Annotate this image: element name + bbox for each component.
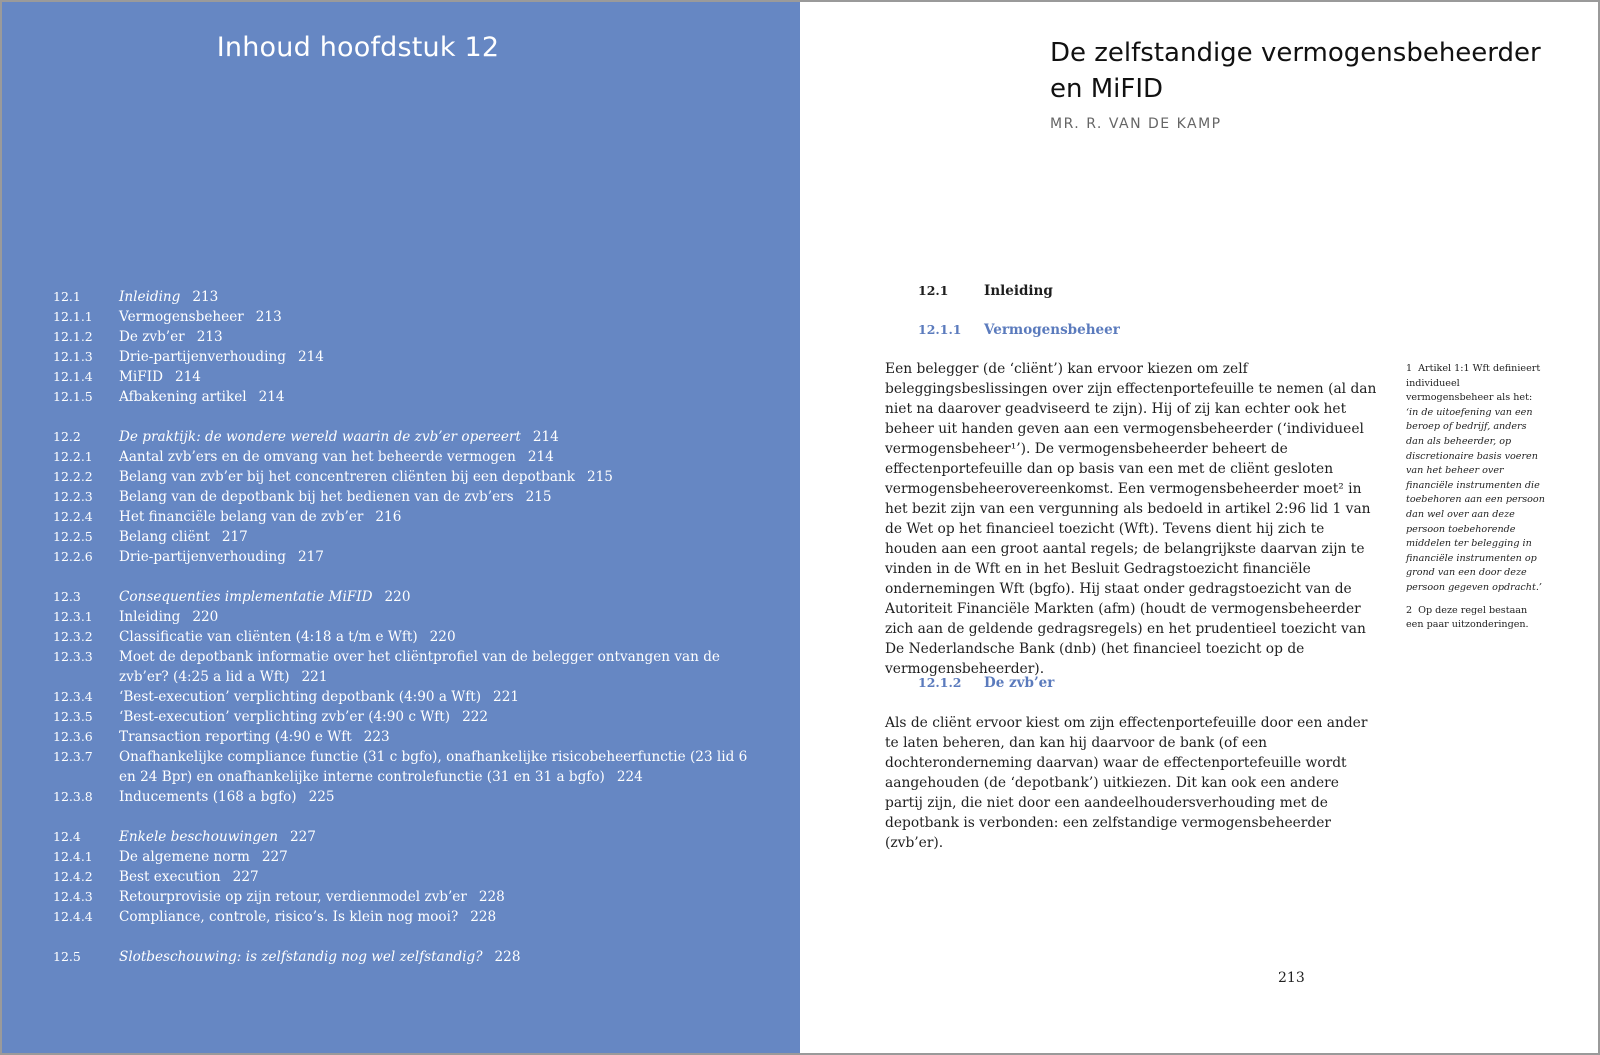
toc-entry[interactable] xyxy=(53,387,753,407)
toc-entry[interactable] xyxy=(53,787,753,807)
toc-entry-number: 12.4 xyxy=(53,829,81,844)
toc-entry-number: 12.4.2 xyxy=(53,869,93,884)
toc-entry-page: 215 xyxy=(586,469,613,485)
toc-entry-body xyxy=(119,287,753,307)
chapter-page xyxy=(800,2,1598,1053)
toc-group xyxy=(53,827,753,927)
toc-entry-title: Compliance, controle, risico’s. Is klein nog mooi? xyxy=(119,909,459,925)
footnote-1 xyxy=(1406,362,1546,596)
toc-entry-body xyxy=(119,467,753,487)
toc-entry-title: Enkele beschouwingen xyxy=(119,829,278,845)
toc-entry-title: Belang cliënt xyxy=(119,529,210,545)
footnotes xyxy=(1406,362,1546,641)
toc-entry-page: 222 xyxy=(462,709,489,725)
toc-entry-page: 214 xyxy=(532,429,559,445)
section-title: De zvb’er xyxy=(984,675,1055,691)
toc-entry-page: 214 xyxy=(258,389,285,405)
section-number: 12.1.1 xyxy=(918,322,962,337)
toc-entry-body xyxy=(119,907,753,927)
toc-page xyxy=(2,2,800,1053)
toc-entry[interactable] xyxy=(53,607,753,627)
toc-entry-number: 12.4.3 xyxy=(53,889,93,904)
toc-entry-title: Slotbeschouwing: is zelfstandig nog wel zelfstandig? xyxy=(119,949,483,965)
toc-entry-number: 12.3.7 xyxy=(53,749,93,764)
toc-entry-body xyxy=(119,367,753,387)
toc-entry-title: De zvb’er xyxy=(119,329,185,345)
toc-entry-title: Afbakening artikel xyxy=(119,389,247,405)
section-title: Vermogensbeheer xyxy=(984,322,1120,338)
chapter-title xyxy=(1050,35,1590,107)
toc-entry-body xyxy=(119,827,753,847)
chapter-title-line-2: en MiFID xyxy=(1050,74,1164,104)
toc-entry[interactable] xyxy=(53,867,753,887)
toc-entry-page: 217 xyxy=(297,549,324,565)
toc-entry-body xyxy=(119,707,753,727)
toc-entry-number: 12.5 xyxy=(53,949,81,964)
toc-entry[interactable] xyxy=(53,727,753,747)
toc-entry[interactable] xyxy=(53,427,753,447)
toc-entry[interactable] xyxy=(53,547,753,567)
toc-entry-title: Inleiding xyxy=(119,289,181,305)
toc-entry-page: 227 xyxy=(261,849,288,865)
toc-entry-body xyxy=(119,727,753,747)
toc-entry-page: 227 xyxy=(232,869,259,885)
toc-entry[interactable] xyxy=(53,347,753,367)
toc-entry-number: 12.4.1 xyxy=(53,849,93,864)
toc-entry-page: 213 xyxy=(196,329,223,345)
toc-entry-number: 12.1.3 xyxy=(53,349,93,364)
toc-entry-body xyxy=(119,587,753,607)
toc-group xyxy=(53,287,753,407)
toc-entry-body xyxy=(119,527,753,547)
toc-entry-number: 12.1 xyxy=(53,289,81,304)
toc-entry[interactable] xyxy=(53,907,753,927)
toc-entry-body xyxy=(119,507,753,527)
section-number: 12.1.2 xyxy=(918,675,962,690)
toc-entry-title: Drie-partijenverhouding xyxy=(119,349,286,365)
toc-entry-body xyxy=(119,887,753,907)
toc-entry-number: 12.1.2 xyxy=(53,329,93,344)
toc-entry[interactable] xyxy=(53,507,753,527)
toc-entry-number: 12.3 xyxy=(53,589,81,604)
toc-title: Inhoud hoofdstuk 12 xyxy=(216,32,500,63)
toc-entry-title: Transaction reporting (4:90 e Wft xyxy=(119,729,352,745)
toc-entry-body xyxy=(119,607,753,627)
toc-group xyxy=(53,427,753,567)
toc-entry-body xyxy=(119,427,753,447)
footnote-number: 1 xyxy=(1406,363,1413,374)
toc-entry-page: 227 xyxy=(289,829,316,845)
toc-entry-page: 213 xyxy=(255,309,282,325)
footnote-text: Artikel 1:1 Wft definieert individueel vermogensbeheer als het: xyxy=(1406,363,1541,404)
toc-entry-title: De algemene norm xyxy=(119,849,250,865)
toc-entry-number: 12.2.1 xyxy=(53,449,93,464)
footnote-number: 2 xyxy=(1406,604,1413,616)
footnote-2 xyxy=(1406,604,1546,633)
toc-entry-page: 216 xyxy=(375,509,402,525)
toc-entry-number: 12.2.2 xyxy=(53,469,93,484)
toc-entry-number: 12.3.1 xyxy=(53,609,93,624)
toc-entry-body xyxy=(119,867,753,887)
toc-group xyxy=(53,947,753,967)
toc-entry-page: 228 xyxy=(470,909,497,925)
toc-entry[interactable] xyxy=(53,447,753,467)
book-spread xyxy=(2,2,1598,1053)
toc-entry-page: 224 xyxy=(616,769,643,785)
toc-entry[interactable] xyxy=(53,947,753,967)
toc-entry-title: Retourprovisie op zijn retour, verdienmodel zvb’er xyxy=(119,889,467,905)
toc-entry-title: Aantal zvb’ers en de omvang van het beheerde vermogen xyxy=(119,449,516,465)
toc-entry-page: 214 xyxy=(174,369,201,385)
toc-entry-body xyxy=(119,747,753,787)
toc-entry-title: Best execution xyxy=(119,869,221,885)
toc-entry-title: Inleiding xyxy=(119,609,181,625)
toc-entry-page: 228 xyxy=(478,889,505,905)
toc-entry[interactable] xyxy=(53,487,753,507)
toc-entry-title: Het financiële belang van de zvb’er xyxy=(119,509,364,525)
toc-entry-page: 220 xyxy=(384,589,411,605)
toc-entry[interactable] xyxy=(53,327,753,347)
toc-entry-title: ‘Best-execution’ verplichting zvb’er (4:90 c Wft) xyxy=(119,709,451,725)
toc-entry-body xyxy=(119,847,753,867)
toc-entry[interactable] xyxy=(53,647,753,687)
toc-entry[interactable] xyxy=(53,287,753,307)
toc-entry-page: 228 xyxy=(494,949,521,965)
section-title: Inleiding xyxy=(984,283,1053,299)
toc-entry[interactable] xyxy=(53,367,753,387)
toc-entry[interactable] xyxy=(53,687,753,707)
toc-entry-title: Consequenties implementatie MiFID xyxy=(119,589,373,605)
toc-group xyxy=(53,587,753,807)
toc-entry-title: Classificatie van cliënten (4:18 a t/m e Wft) xyxy=(119,629,418,645)
toc-entry-title: Drie-partijenverhouding xyxy=(119,549,286,565)
toc-entry-body xyxy=(119,327,753,347)
toc-entry-page: 225 xyxy=(308,789,335,805)
toc-entry-number: 12.3.4 xyxy=(53,689,93,704)
section-heading-12-1 xyxy=(918,283,1053,299)
toc-entry[interactable] xyxy=(53,467,753,487)
section-heading-12-1-1 xyxy=(918,322,1120,338)
toc-entry[interactable] xyxy=(53,627,753,647)
section-number: 12.1 xyxy=(918,283,949,298)
toc-entry-title: Onafhankelijke compliance functie (31 c bgfo), onafhankelijke risicobeheerfunctie (23 lid 6 en 24 Bpr) en onafhankelijke interne controlefunctie (31 en 31 a bgfo) xyxy=(119,749,748,785)
toc-entry-title: De praktijk: de wondere wereld waarin de zvb’er opereert xyxy=(119,429,521,445)
footnote-quote: ‘in de uitoefening van een beroep of bedrijf, anders dan als beheerder, op discretionaire basis voeren van het beheer over financiële instrumenten die toebehoren aan een persoon dan wel over aan deze persoon toebehorende middelen ter belegging in financiële instrumenten op grond van een door deze persoon gegeven opdracht.’ xyxy=(1406,406,1545,593)
toc-entry-number: 12.2.3 xyxy=(53,489,93,504)
section-heading-12-1-2 xyxy=(918,675,1054,691)
toc-entry[interactable] xyxy=(53,847,753,867)
toc-entry-page: 223 xyxy=(363,729,390,745)
toc-entry-body xyxy=(119,347,753,367)
toc-entry-number: 12.3.3 xyxy=(53,649,93,664)
toc-entry[interactable] xyxy=(53,827,753,847)
toc-entry-page: 221 xyxy=(301,669,328,685)
toc-entry-number: 12.2.6 xyxy=(53,549,93,564)
page-number: 213 xyxy=(1278,970,1305,986)
toc-entry-page: 215 xyxy=(525,489,552,505)
toc-entry-title: Inducements (168 a bgfo) xyxy=(119,789,297,805)
footnote-text: Op deze regel bestaan een paar uitzonderingen. xyxy=(1406,604,1529,631)
toc-entry[interactable] xyxy=(53,887,753,907)
toc-entry-title: MiFID xyxy=(119,369,163,385)
toc-entry-number: 12.1.1 xyxy=(53,309,93,324)
body-paragraph-2: Als de cliënt ervoor kiest om zijn effectenportefeuille door een ander te laten beheren, dan kan hij daarvoor de bank (of een dochteronderneming daarvan) waar de effectenportefeuille wordt aangehouden (de ‘depotbank’) uitkiezen. Dit kan ook een andere partij zijn, die niet door een aandeelhoudersverhouding met de depotbank is verbonden: een zelfstandige vermogensbeheerder (zvb’er). xyxy=(885,715,1368,851)
toc-entry[interactable] xyxy=(53,307,753,327)
toc-entry-title: Vermogensbeheer xyxy=(119,309,244,325)
toc-entry-body xyxy=(119,307,753,327)
toc-entry-number: 12.3.5 xyxy=(53,709,93,724)
toc-entry-body xyxy=(119,487,753,507)
toc-entry[interactable] xyxy=(53,747,753,787)
toc-entry-page: 214 xyxy=(527,449,554,465)
toc-entry-page: 214 xyxy=(297,349,324,365)
toc-entry-body xyxy=(119,647,753,687)
toc-entry-body xyxy=(119,947,753,967)
toc-entry-body xyxy=(119,387,753,407)
toc-entry-number: 12.3.2 xyxy=(53,629,93,644)
toc-entry-body xyxy=(119,687,753,707)
toc-entry-number: 12.1.5 xyxy=(53,389,93,404)
toc-entry-page: 220 xyxy=(192,609,219,625)
toc-entry-number: 12.2.4 xyxy=(53,509,93,524)
toc-entry-body xyxy=(119,627,753,647)
table-of-contents xyxy=(53,287,753,987)
toc-entry-page: 217 xyxy=(221,529,248,545)
toc-entry-number: 12.2.5 xyxy=(53,529,93,544)
toc-entry-body xyxy=(119,547,753,567)
chapter-author: MR. R. VAN DE KAMP xyxy=(1050,116,1222,132)
toc-entry-title: ‘Best-execution’ verplichting depotbank (4:90 a Wft) xyxy=(119,689,482,705)
toc-entry[interactable] xyxy=(53,587,753,607)
chapter-title-line-1: De zelfstandige vermogensbeheerder xyxy=(1050,38,1541,68)
toc-entry-page: 221 xyxy=(493,689,519,705)
toc-entry-title: Moet de depotbank informatie over het cliëntprofiel van de belegger ontvangen van de zvb’er? (4:25 a lid a Wft) xyxy=(119,649,720,685)
toc-entry-page: 220 xyxy=(429,629,456,645)
toc-entry[interactable] xyxy=(53,527,753,547)
toc-entry-title: Belang van zvb’er bij het concentreren cliënten bij een depotbank xyxy=(119,469,575,485)
toc-entry-number: 12.2 xyxy=(53,429,81,444)
toc-entry-number: 12.1.4 xyxy=(53,369,93,384)
toc-entry-body xyxy=(119,447,753,467)
body-paragraph-1: Een belegger (de ‘cliënt’) kan ervoor kiezen om zelf beleggingsbeslissingen over zijn effectenportefeuille te nemen (al dan niet na daarover geadviseerd te zijn). Hij of zij kan echter ook het beheer uit handen geven aan een vermogensbeheerder (‘individueel vermogensbeheer¹’). De vermogensbeheerder beheert de effectenportefeuille dan op basis van een met de cliënt gesloten vermogensbeheerovereenkomst. Een vermogensbeheerder moet² in het bezit zijn van een vergunning als bedoeld in artikel 2:96 lid 1 van de Wet op het financieel toezicht (Wft). Tevens dient hij zich te houden aan een groot aantal regels; de belangrijkste daarvan zijn te vinden in de Wft en in het Besluit Gedragstoezicht financiële ondernemingen Wft (bgfo). Hij staat onder gedragstoezicht van de Autoriteit Financiële Markten (afm) (houdt de vermogensbeheerder zich aan de geldende gedragsregels) en het prudentieel toezicht van De Nederlandsche Bank (dnb) (het financieel toezicht op de vermogensbeheerder). xyxy=(885,361,1377,677)
toc-entry-title: Belang van de depotbank bij het bedienen van de zvb’ers xyxy=(119,489,514,505)
toc-entry-number: 12.3.8 xyxy=(53,789,93,804)
toc-entry[interactable] xyxy=(53,707,753,727)
toc-entry-number: 12.4.4 xyxy=(53,909,93,924)
toc-entry-body xyxy=(119,787,753,807)
toc-entry-page: 213 xyxy=(192,289,219,305)
toc-entry-number: 12.3.6 xyxy=(53,729,93,744)
